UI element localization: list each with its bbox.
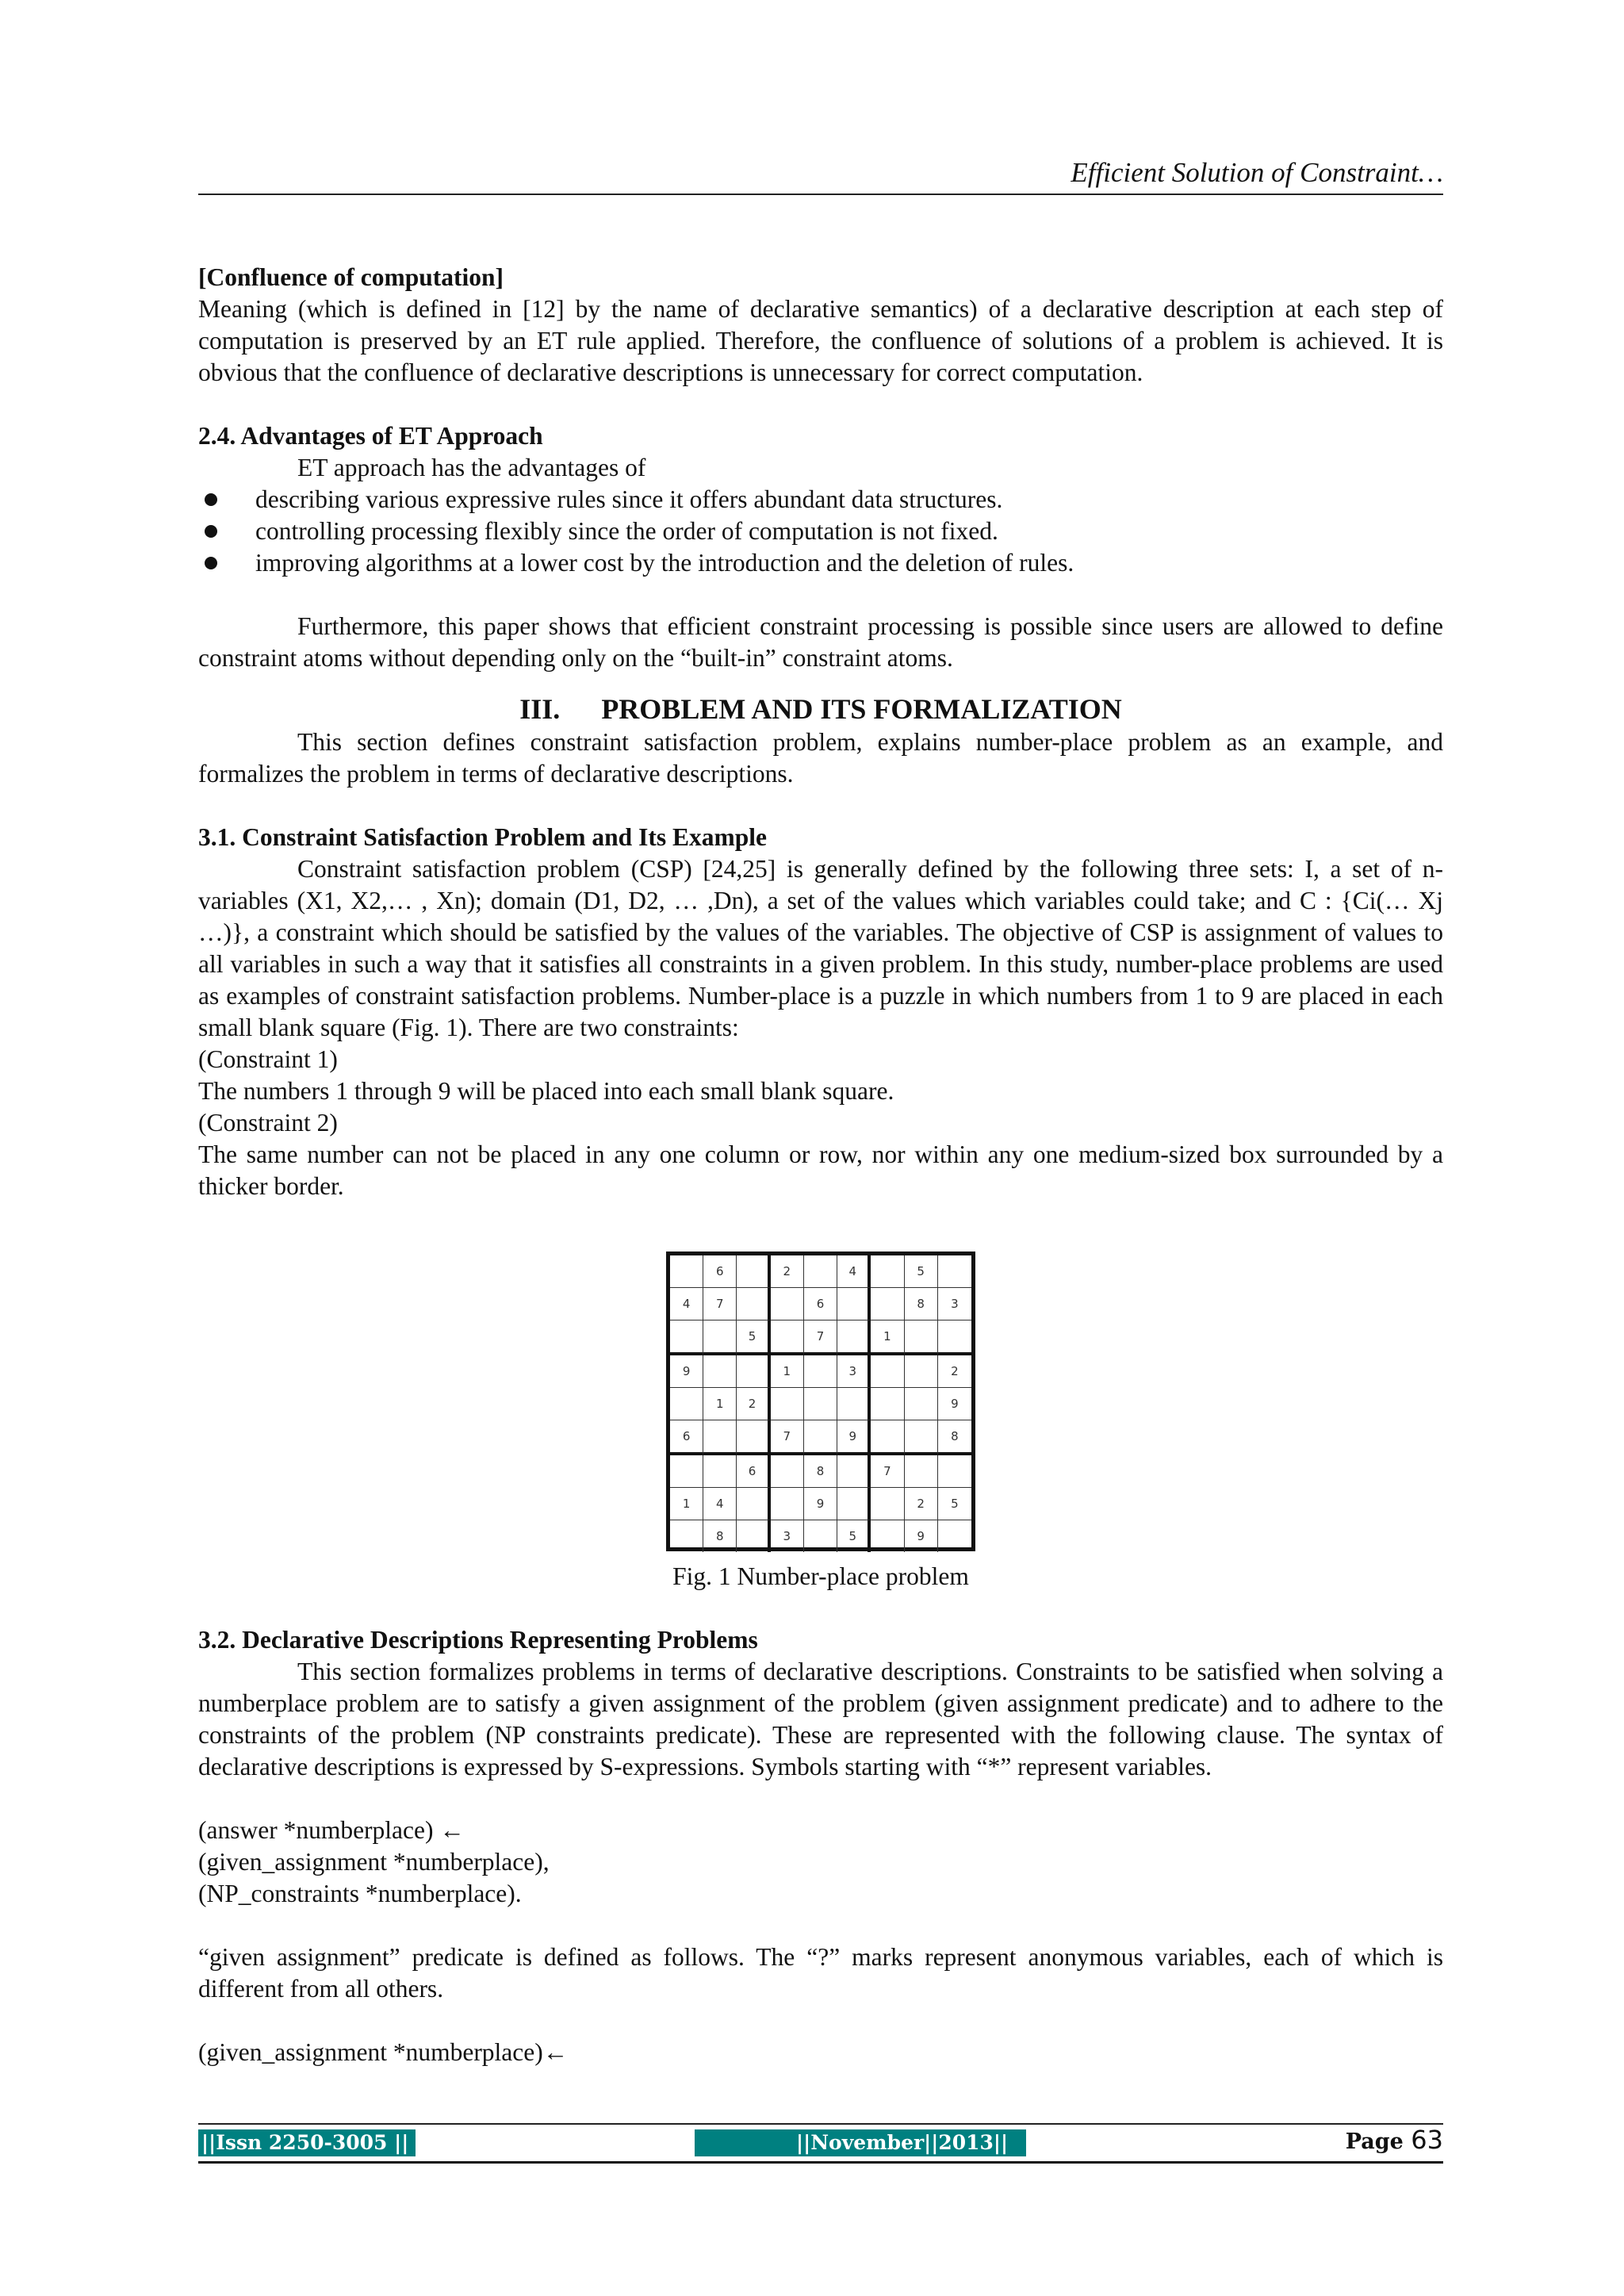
grid-cell <box>771 1488 804 1520</box>
grid-cell: 2 <box>771 1255 804 1288</box>
grid-cell: 7 <box>703 1288 737 1320</box>
list-item: describing various expressive rules since it offers abundant data structures. <box>198 484 1443 516</box>
grid-cell <box>737 1288 770 1320</box>
grid-cell: 6 <box>703 1255 737 1288</box>
grid-cell: 2 <box>905 1488 938 1520</box>
grid-cell <box>905 1388 938 1420</box>
footer-rule <box>198 2123 1443 2125</box>
grid-cell <box>703 1320 737 1355</box>
grid-cell <box>871 1488 904 1520</box>
grid-cell <box>938 1320 971 1355</box>
grid-cell: 8 <box>703 1520 737 1552</box>
grid-cell: 9 <box>804 1488 837 1520</box>
bullet-icon <box>205 525 217 538</box>
grid-cell <box>905 1455 938 1488</box>
csp-title: 3.1. Constraint Satisfaction Problem and Its Example <box>198 823 767 851</box>
grid-cell <box>905 1355 938 1388</box>
grid-cell <box>670 1455 703 1488</box>
grid-cell: 2 <box>737 1388 770 1420</box>
grid-cell <box>703 1455 737 1488</box>
grid-cell: 5 <box>905 1255 938 1288</box>
page-number: Page 63 <box>1345 2125 1443 2155</box>
grid-cell: 6 <box>670 1420 703 1455</box>
page-content <box>198 262 1443 2068</box>
csp-body: Constraint satisfaction problem (CSP) [24,25] is generally defined by the following three sets: I, a set of n-variables (X1, X2,… , Xn); domain (D1, D2, … ,Dn), a set of the values which variables could take; and C : {Ci(… Xj …)}, a constraint which should be satisfied by the values of the variables. The objective of CSP is assignment of values to all variables in such a way that it satisfies all constraints in a given problem. In this study, number-place problems are used as examples of constraint satisfaction problems. Number-place is a puzzle in which numbers from 1 to 9 are placed in each small blank square (Fig. 1). There are two constraints: <box>198 855 1443 1041</box>
section-intro: This section defines constraint satisfaction problem, explains number-place problem as an example, and formalizes the problem in terms of declarative descriptions. <box>198 728 1443 788</box>
grid-cell <box>737 1488 770 1520</box>
grid-cell <box>670 1388 703 1420</box>
grid-cell: 4 <box>670 1288 703 1320</box>
grid-cell: 5 <box>737 1320 770 1355</box>
grid-cell: 9 <box>938 1388 971 1420</box>
grid-cell <box>703 1420 737 1455</box>
grid-cell: 4 <box>837 1255 871 1288</box>
grid-cell: 5 <box>938 1488 971 1520</box>
constraint-1-text: The numbers 1 through 9 will be placed into each small blank square. <box>198 1077 894 1105</box>
code-line: (NP_constraints *numberplace). <box>198 1880 522 1907</box>
grid-cell <box>771 1388 804 1420</box>
grid-cell: 7 <box>771 1420 804 1455</box>
code-line: (answer *numberplace) ← <box>198 1816 465 1844</box>
grid-cell: 3 <box>938 1288 971 1320</box>
grid-cell: 9 <box>670 1355 703 1388</box>
grid-cell: 1 <box>771 1355 804 1388</box>
constraint-1-label: (Constraint 1) <box>198 1045 338 1073</box>
section-title: PROBLEM AND ITS FORMALIZATION <box>601 693 1122 725</box>
section-heading <box>198 692 1443 726</box>
grid-cell: 3 <box>771 1520 804 1552</box>
grid-cell <box>771 1288 804 1320</box>
grid-cell <box>771 1320 804 1355</box>
furthermore-paragraph: Furthermore, this paper shows that efficient constraint processing is possible since users are allowed to define constraint atoms without depending only on the “built-in” constraint atoms. <box>198 612 1443 672</box>
confluence-title: [Confluence of computation] <box>198 263 504 291</box>
grid-cell: 9 <box>837 1420 871 1455</box>
grid-cell <box>804 1255 837 1288</box>
grid-cell <box>804 1420 837 1455</box>
footer-line <box>198 2161 1443 2164</box>
grid-cell <box>703 1355 737 1388</box>
grid-cell <box>804 1520 837 1552</box>
grid-cell <box>771 1455 804 1488</box>
grid-cell <box>837 1388 871 1420</box>
grid-cell: 6 <box>804 1288 837 1320</box>
figure-1 <box>662 1251 979 1593</box>
grid-cell <box>938 1455 971 1488</box>
grid-cell <box>871 1288 904 1320</box>
grid-cell <box>938 1255 971 1288</box>
bullet-icon <box>205 557 217 569</box>
grid-cell <box>905 1420 938 1455</box>
grid-cell: 8 <box>804 1455 837 1488</box>
list-item: improving algorithms at a lower cost by the introduction and the deletion of rules. <box>198 547 1443 579</box>
grid-cell <box>837 1288 871 1320</box>
grid-cell <box>905 1320 938 1355</box>
declarative-title: 3.2. Declarative Descriptions Representing Problems <box>198 1626 758 1654</box>
given-assignment-paragraph: “given assignment” predicate is defined as follows. The “?” marks represent anonymous variables, each of which is different from all others. <box>198 1943 1443 2003</box>
grid-cell: 1 <box>670 1488 703 1520</box>
footer-date: ||November||2013|| <box>695 2129 1026 2156</box>
constraint-2-label: (Constraint 2) <box>198 1109 338 1137</box>
grid-cell <box>837 1320 871 1355</box>
grid-cell <box>804 1388 837 1420</box>
bullet-icon <box>205 493 217 506</box>
grid-cell: 1 <box>703 1388 737 1420</box>
grid-cell: 7 <box>804 1320 837 1355</box>
header-rule <box>198 194 1443 195</box>
page-footer <box>198 2125 1443 2161</box>
advantages-list <box>198 484 1443 579</box>
grid-cell: 5 <box>837 1520 871 1552</box>
grid-cell <box>871 1255 904 1288</box>
code-line: (given_assignment *numberplace)← <box>198 2038 569 2066</box>
running-head: Efficient Solution of Constraint… <box>1071 157 1443 188</box>
grid-cell <box>670 1520 703 1552</box>
grid-cell <box>737 1420 770 1455</box>
number-place-grid <box>666 1251 975 1551</box>
list-item: controlling processing flexibly since the order of computation is not fixed. <box>198 516 1443 547</box>
advantages-title: 2.4. Advantages of ET Approach <box>198 422 543 450</box>
grid-cell <box>737 1520 770 1552</box>
footer-issn: ||Issn 2250-3005 || <box>198 2129 416 2156</box>
grid-cell <box>837 1455 871 1488</box>
grid-cell <box>837 1488 871 1520</box>
grid-cell <box>871 1355 904 1388</box>
grid-cell: 7 <box>871 1455 904 1488</box>
grid-cell: 8 <box>938 1420 971 1455</box>
grid-cell: 3 <box>837 1355 871 1388</box>
grid-cell <box>804 1355 837 1388</box>
grid-cell <box>670 1320 703 1355</box>
confluence-body: Meaning (which is defined in [12] by the name of declarative semantics) of a declarative description at each step of computation is preserved by an ET rule applied. Therefore, the confluence of solutions of a problem is achieved. It is obvious that the confluence of declarative descriptions is unnecessary for correct computation. <box>198 295 1443 386</box>
section-number: III. <box>519 693 561 725</box>
grid-cell <box>737 1355 770 1388</box>
grid-cell <box>871 1420 904 1455</box>
advantages-lead: ET approach has the advantages of <box>297 454 646 481</box>
grid-cell: 9 <box>905 1520 938 1552</box>
grid-cell <box>871 1388 904 1420</box>
grid-cell <box>938 1520 971 1552</box>
constraint-2-text: The same number can not be placed in any one column or row, nor within any one medium-sized box surrounded by a thicker border. <box>198 1140 1443 1200</box>
grid-cell <box>871 1520 904 1552</box>
grid-cell: 2 <box>938 1355 971 1388</box>
code-line: (given_assignment *numberplace), <box>198 1848 550 1876</box>
grid-cell: 4 <box>703 1488 737 1520</box>
declarative-body: This section formalizes problems in terms of declarative descriptions. Constraints to be satisfied when solving a numberplace problem are to satisfy a given assignment of the problem (given assignment predicate) and to adhere to the constraints of the problem (NP constraints predicate). These are represented with the following clause. The syntax of declarative descriptions is expressed by S-expressions. Symbols starting with “*” represent variables. <box>198 1658 1443 1780</box>
grid-cell: 1 <box>871 1320 904 1355</box>
grid-cell: 6 <box>737 1455 770 1488</box>
grid-cell <box>737 1255 770 1288</box>
figure-caption: Fig. 1 Number-place problem <box>672 1562 969 1590</box>
grid-cell: 8 <box>905 1288 938 1320</box>
grid-cell <box>670 1255 703 1288</box>
